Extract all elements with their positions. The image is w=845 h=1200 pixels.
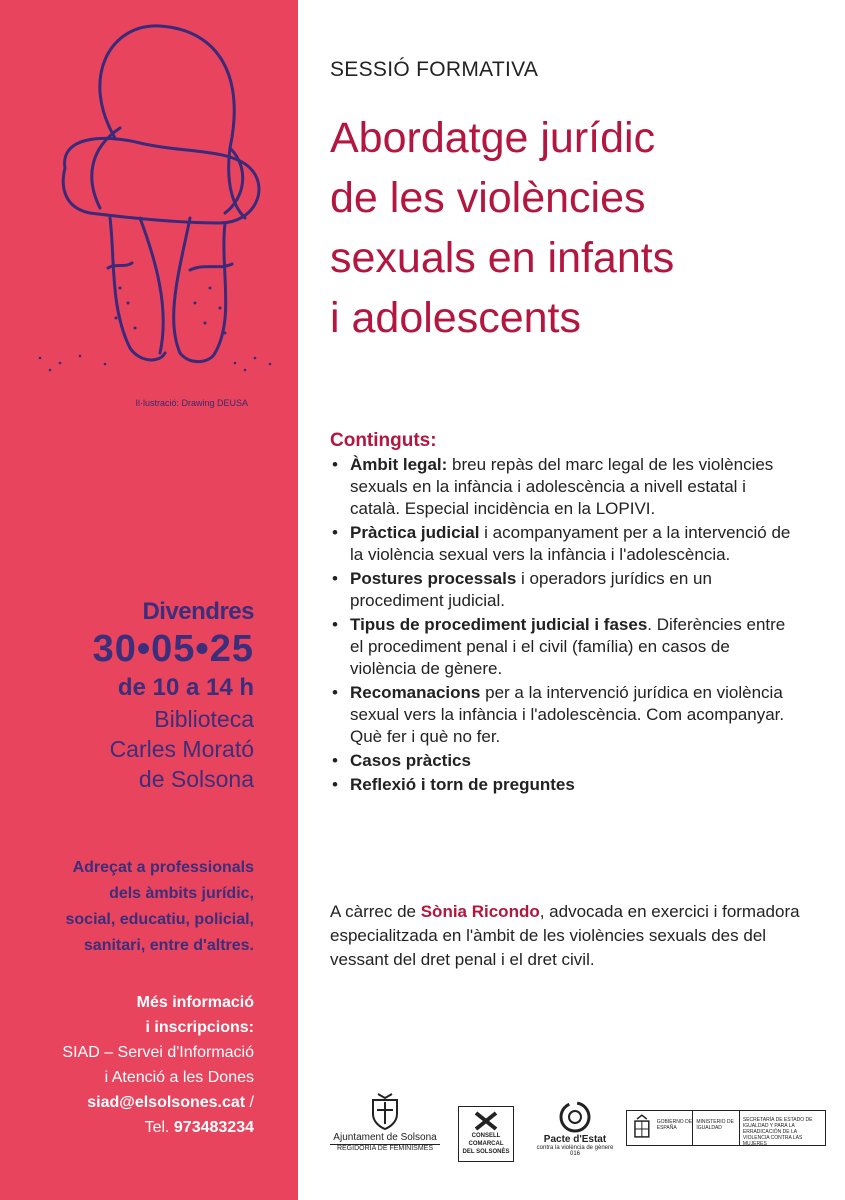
item-bold: Casos pràctics [350,751,471,770]
speaker-prefix: A càrrec de [330,902,421,921]
ajuntament-sub: REGIDORIA DE FEMINISMES [330,1144,440,1152]
list-item [330,614,800,680]
event-details [93,598,254,794]
item-bold: Reflexió i torn de preguntes [350,775,575,794]
pacte-estat-logo [535,1100,615,1157]
list-item [330,774,800,796]
ministerio-col: MINISTERIO DE IGUALDAD [693,1111,740,1145]
left-panel [0,0,298,1200]
audience-line: dels àmbits jurídic, [109,885,254,902]
info-heading: Més informació [136,994,254,1011]
tel-number[interactable]: 973483234 [173,1119,254,1136]
item-text: per a la intervenció jurídica en violència sexual vers la infància i l'adolescència. Com acompanyar. Què fer i què no fer. [350,683,785,746]
consell-logo [458,1106,514,1162]
list-item [330,568,800,612]
org-name: SIAD – Servei d'Informació [62,1044,254,1061]
pacte-name: Pacte d'Estat [543,1134,607,1145]
item-bold: Tipus de procediment judicial i fases [350,615,648,634]
bullet-icon: • [332,683,338,702]
pacte-circle-icon [558,1100,592,1134]
event-place-line: Carles Morató [109,736,254,762]
bullet-icon: • [332,523,338,542]
info-heading: i inscripcions: [145,1019,254,1036]
item-text: i acompanyament per a la intervenció de la violència sexual vers la infància i l'adolescència. [350,523,791,564]
girl-hugging-knees-illustration [20,18,282,378]
consell-line: CONSELL [471,1133,501,1139]
pacte-phone: 016 [569,1151,580,1157]
item-text: breu repàs del marc legal de les violències sexuals en la infància i adolescència a nivell estatal i català. Especial incidència en la LOPIVI. [350,455,774,518]
item-bold: Àmbit legal: [350,455,448,474]
contents-heading: Continguts: [330,430,437,451]
gobierno-col: GOBIERNO DE ESPAÑA [657,1111,694,1145]
ajuntament-name: Ajuntament de Solsona [333,1132,437,1143]
contents-list [330,454,800,796]
contact-info [62,990,254,1140]
pacte-sub: contra la violència de gènere [536,1145,614,1151]
org-name: i Atenció a les Dones [104,1069,254,1086]
consell-line: DEL SOLSONÈS [462,1149,510,1155]
event-time: de 10 a 14 h [117,674,254,701]
coat-of-arms-icon [368,1092,402,1130]
gobierno-logo [626,1110,826,1146]
item-bold: Recomanacions [350,683,481,702]
email-link[interactable]: siad@elsolsones.cat [87,1094,246,1111]
secretaria-col: SECRETARÍA DE ESTADO DE IGUALDAD Y PARA LA ERRADICACIÓN DE LA VIOLENCIA CONTRA LAS MUJERES [742,1117,813,1147]
item-bold: Postures processals [350,569,517,588]
bullet-icon: • [332,569,338,588]
page-title [330,108,810,348]
consell-line: COMARCAL [468,1141,504,1147]
consell-mark-icon [473,1110,499,1132]
item-text: i operadors jurídics en un procediment judicial. [350,569,712,610]
event-place-line: de Solsona [138,766,254,792]
audience-line: social, educatiu, policial, [65,911,254,928]
list-item [330,454,800,520]
email-separator: / [245,1094,254,1111]
title-line: i adolescents [330,294,581,342]
session-kicker: SESSIÓ FORMATIVA [330,58,539,81]
event-place-line: Biblioteca [154,706,254,732]
bullet-icon: • [332,615,338,634]
title-line: sexuals en infants [330,234,675,282]
audience-text [66,855,255,959]
event-date: 30•05•25 [92,628,254,670]
ajuntament-logo [330,1092,440,1152]
contents-section [330,430,800,798]
item-text: . Diferències entre el procediment penal i el civil (família) en casos de violència de gènere. [350,615,786,678]
audience-line: sanitari, entre d'altres. [83,937,254,954]
item-bold: Pràctica judicial [350,523,480,542]
speaker-description: , advocada en exercici i formadora especialitzada en l'àmbit de les violències sexuals des del vessant del dret penal i el dret civil. [330,902,800,969]
title-line: de les violències [330,174,646,222]
audience-line: Adreçat a professionals [72,859,254,876]
speaker-paragraph [330,900,800,972]
list-item [330,750,800,772]
illustration-credit: Il·lustració: Drawing DEUSA [135,398,248,408]
event-day: Divendres [142,598,254,625]
sponsor-logos [330,1092,830,1164]
bullet-icon: • [332,455,338,474]
bullet-icon: • [332,751,338,770]
list-item [330,522,800,566]
list-item [330,682,800,748]
title-line: Abordatge jurídic [330,114,656,162]
bullet-icon: • [332,775,338,794]
speaker-name: Sònia Ricondo [420,902,540,921]
tel-label: Tel. [144,1119,174,1136]
spain-arms-icon [631,1113,653,1143]
